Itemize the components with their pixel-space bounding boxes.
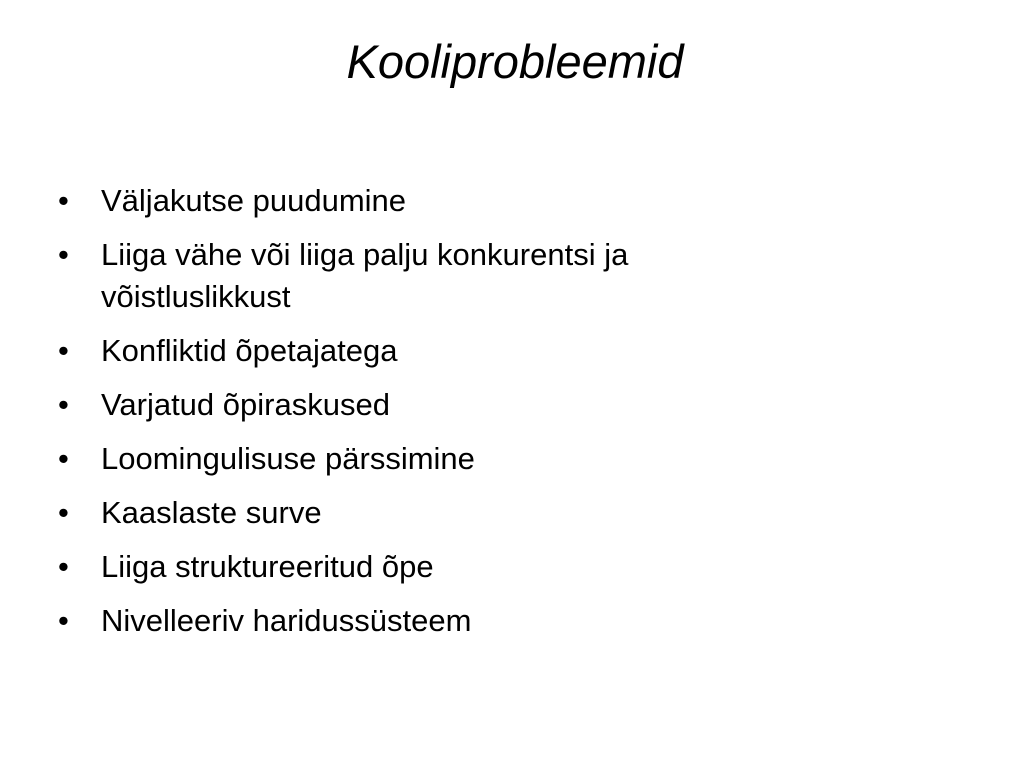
list-item-text: Liiga vähe või liiga palju konkurentsi ja võistluslikkust	[101, 237, 629, 314]
bullet-icon: •	[58, 495, 69, 530]
bullet-icon: •	[58, 603, 69, 638]
list-item	[58, 180, 958, 222]
list-item-text: Liiga struktureeritud õpe	[101, 549, 434, 584]
list-item	[58, 234, 801, 318]
slide-title: Kooliprobleemid	[346, 35, 684, 88]
list-item-text: Nivelleeriv haridussüsteem	[101, 603, 472, 638]
list-item-text: Varjatud õpiraskused	[101, 387, 390, 422]
list-item	[58, 600, 958, 642]
bullet-icon: •	[58, 549, 69, 584]
list-item-text: Väljakutse puudumine	[101, 183, 407, 218]
list-item-text: Loomingulisuse pärssimine	[101, 441, 475, 476]
list-item-text: Kaaslaste surve	[101, 495, 322, 530]
bullet-icon: •	[58, 237, 69, 272]
list-item-text: Konfliktid õpetajatega	[101, 333, 398, 368]
list-item	[58, 546, 958, 588]
list-item	[58, 438, 958, 480]
bullet-list	[58, 180, 958, 654]
list-item	[58, 330, 958, 372]
list-item	[58, 492, 958, 534]
bullet-icon: •	[58, 387, 69, 422]
bullet-icon: •	[58, 441, 69, 476]
bullet-icon: •	[58, 183, 69, 218]
list-item	[58, 384, 958, 426]
bullet-icon: •	[58, 333, 69, 368]
